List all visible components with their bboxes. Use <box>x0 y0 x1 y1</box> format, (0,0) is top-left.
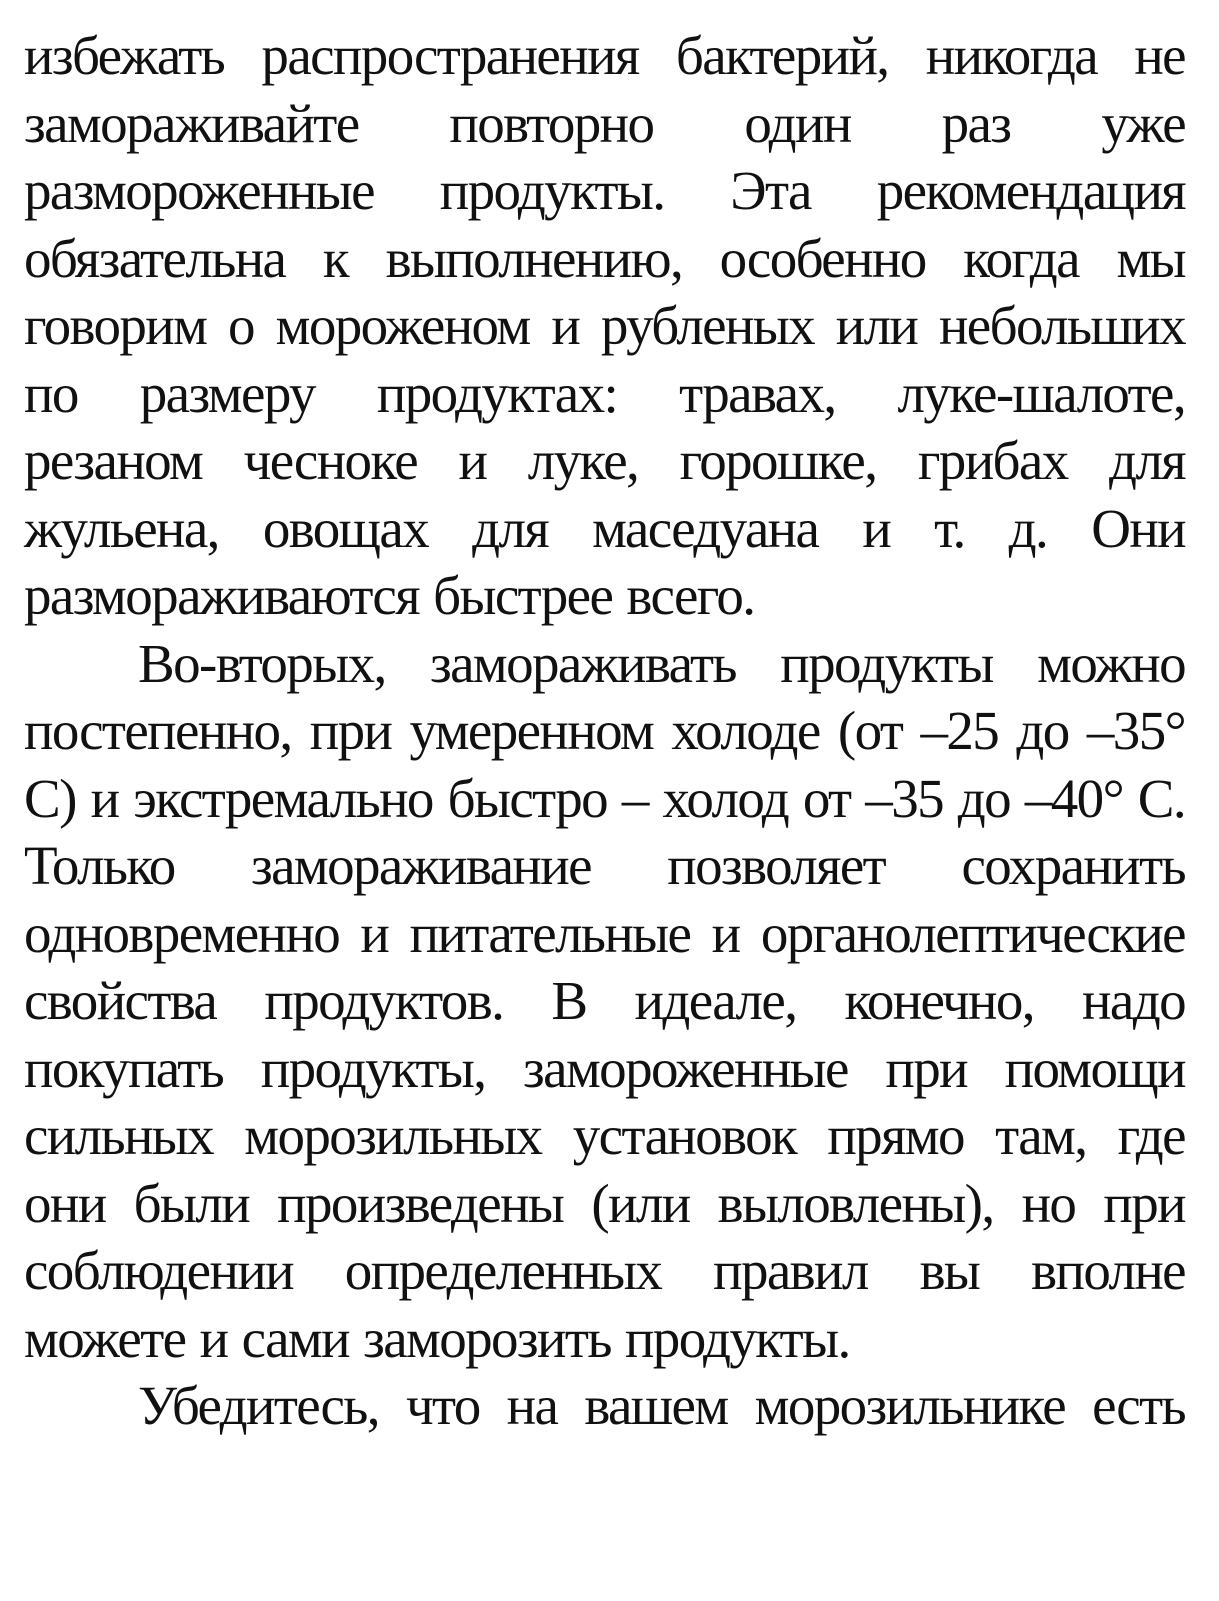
paragraph-freezer-check: Убедитесь, что на вашем морозильнике есть <box>138 1375 1185 1436</box>
paragraph-freezing-bacteria: избежать распространения бактерий, никогда не замораживайте повторно один раз уже размороженные продукты. Эта рекомендация обязательна к выполнению, особенно когда мы говорим о мороженом и рубленых или небольших по размеру продуктах: травах, луке-шалоте, резаном чесноке и луке, горошке, грибах для жульена, овощах для маседуана и т. д. Они размораживаются быстрее всего. <box>24 25 1185 626</box>
paragraph-freezing-methods: Во-вторых, замораживать продукты можно постепенно, при умеренном холоде (от –25 до –35° С) и экстремально быстро – холод от –35 до –40° С. Только замораживание позволяет сохранить одновременно и питательные и органолептические свойства продуктов. В идеале, конечно, надо покупать продукты, замороженные при помощи сильных морозильных установок прямо там, где они были произведены (или выловлены), но при соблюдении определенных правил вы вполне можете и сами заморозить продукты. <box>24 632 1185 1369</box>
